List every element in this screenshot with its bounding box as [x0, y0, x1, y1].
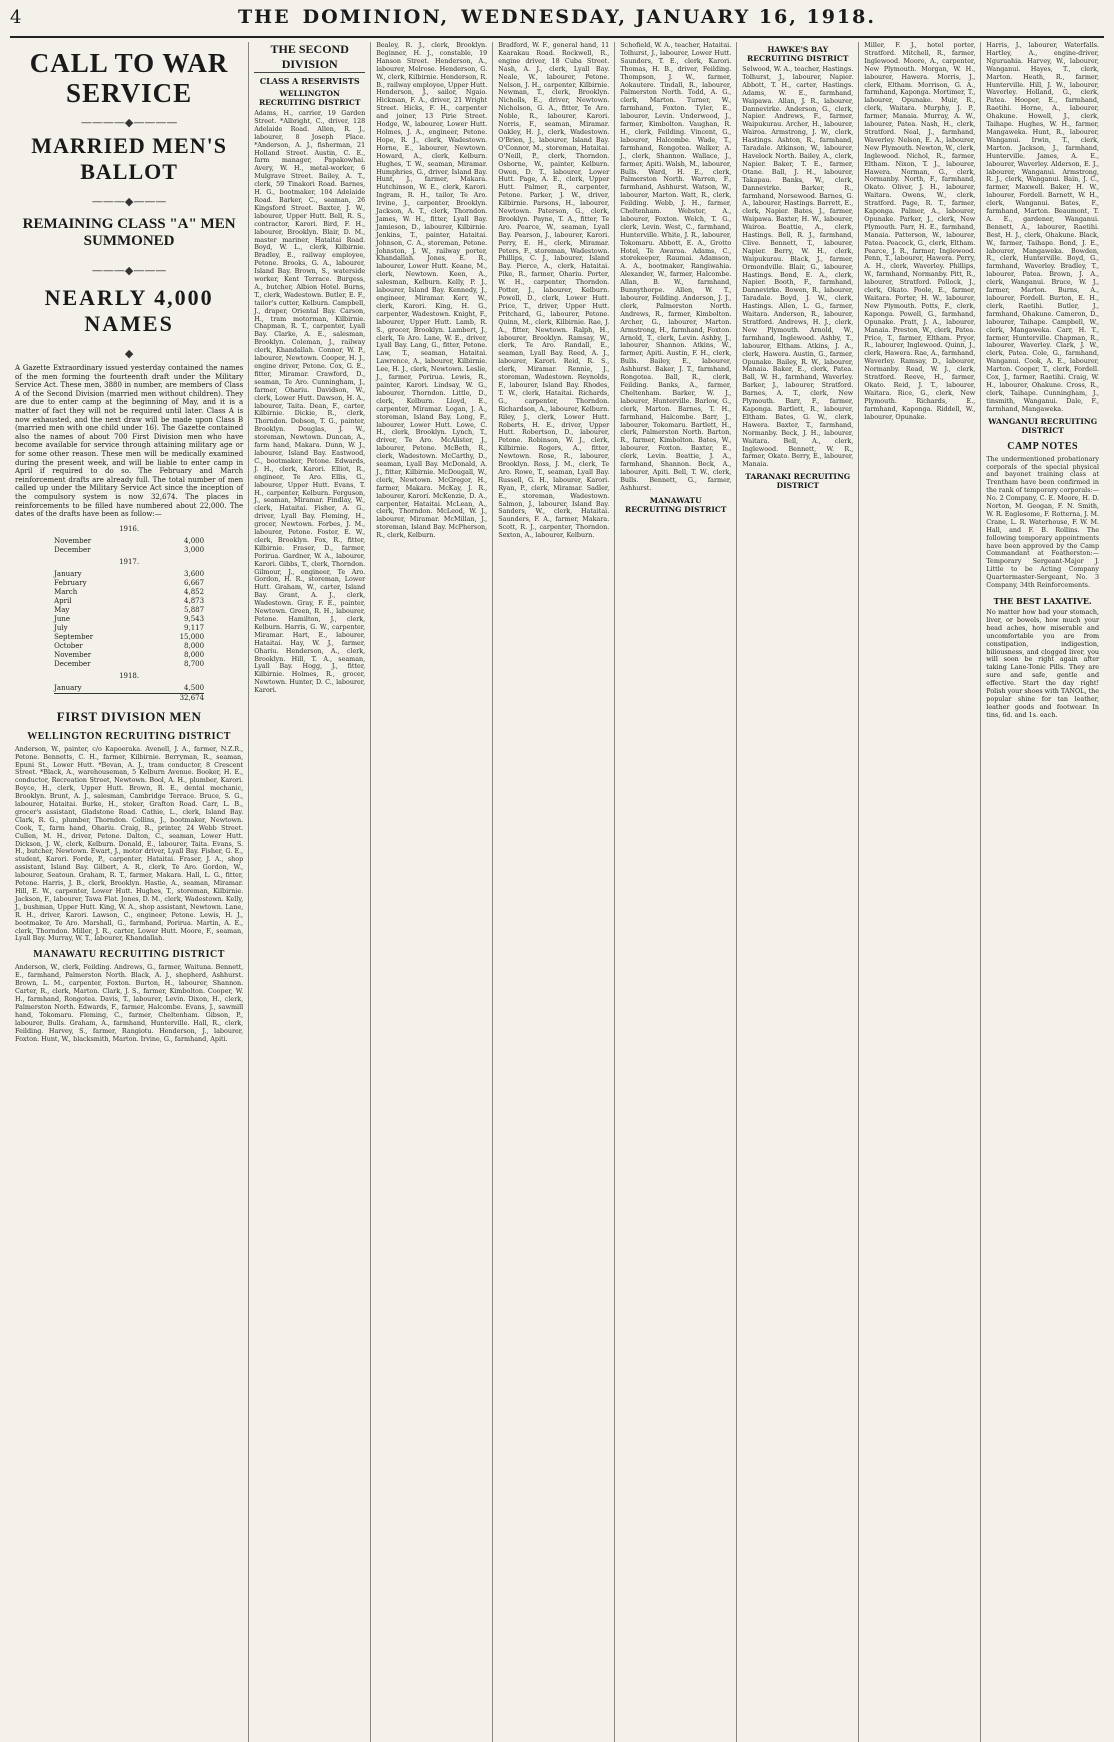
- tally-count: 6,667: [184, 578, 205, 587]
- tally-row: [54, 546, 204, 555]
- subheadline: MARRIED MEN'S BALLOT: [31, 133, 227, 184]
- tally-month: February: [54, 578, 87, 587]
- newspaper-title: THE DOMINION, WEDNESDAY, JANUARY 16, 1918.: [238, 6, 876, 28]
- name-list: Bradford, W. F., general hand, 11 Kaarakau Road. Rockwell, R., engine driver, 18 Cuba Street. Nash, A. J., clerk, Lyall Bay. Neale, W., labourer, Petone. Nelson, J. H., carpenter, Kilbirnie. Newman, T., clerk, Brooklyn. Nicholls, E., driver, Newtown. Nicholson, G. A., fitter, Te Aro. Noble, R., labourer, Karori. Norris, F., seaman, Miramar. Oakley, H. J., clerk, Wadestown. O'Brien, J., labourer, Island Bay. O'Connor, M., storeman, Hataitai. O'Neill, P., clerk, Thorndon. Osborne, W., painter, Kelburn. Owen, D. T., labourer, Lower Hutt. Page, A. E., clerk, Upper Hutt. Palmer, R., carpenter, Petone. Parker, J. W., driver, Kilbirnie. Parsons, H., labourer, Newtown. Paterson, G., clerk, Brooklyn. Payne, T. A., fitter, Te Aro. Pearce, W., seaman, Lyall Bay. Pearson, J., labourer, Karori. Perry, E. H., clerk, Miramar. Peters, F., storeman, Wadestown. Phillips, C. J., labourer, Island Bay. Pierce, A., clerk, Hataitai. Pike, R., farmer, Ohariu. Porter, W. H., carpenter, Thorndon. Potter, J., labourer, Kelburn. Powell, D., clerk, Lower Hutt. Price, T., driver, Upper Hutt. Pritchard, G., labourer, Petone. Quinn, M., clerk, Kilbirnie. Rae, J. A., fitter, Newtown. Ralph, H., labourer, Brooklyn. Ramsay, W., clerk, Te Aro. Randall, E., seaman, Lyall Bay. Reed, A. J., labourer, Karori. Reid, R. S., clerk, Miramar. Rennie, J., storeman, Wadestown. Reynolds, F., labourer, Island Bay. Rhodes, T. W., clerk, Hataitai. Richards, G., carpenter, Thorndon. Richardson, A., labourer, Kelburn. Riley, J., clerk, Lower Hutt. Roberts, H. E., driver, Upper Hutt. Robertson, D., labourer, Petone. Robinson, W. J., clerk, Kilbirnie. Rogers, A., fitter, Newtown. Rose, R., labourer, Brooklyn. Ross, J. M., clerk, Te Aro. Rowe, T., seaman, Lyall Bay. Russell, G. H., labourer, Karori. Ryan, P., clerk, Miramar. Sadler, E., storeman, Wadestown. Salmon, J., labourer, Island Bay. Sanders, W., clerk, Hataitai. Saunders, F. A., farmer, Makara. Scott, R. J., carpenter, Thorndon. Sexton, A., labourer, Kelburn.: [498, 42, 610, 540]
- draft-total: 32,674: [54, 693, 204, 703]
- tally-row: [54, 633, 204, 642]
- district-heading: MANAWATU RECRUITING DISTRICT: [625, 495, 727, 514]
- tally-month: January: [54, 569, 82, 578]
- district-heading: MANAWATU RECRUITING DISTRICT: [33, 949, 225, 961]
- advertisement: [986, 596, 1099, 720]
- column-4: [493, 42, 615, 1742]
- tally-count: 8,000: [184, 650, 205, 659]
- advert-title: THE BEST LAXATIVE.: [993, 596, 1092, 606]
- district-heading: TARANAKI RECRUITING DISTRICT: [745, 472, 851, 491]
- big-headline: NEARLY 4,000 NAMES: [44, 285, 214, 336]
- tally-row: [54, 624, 204, 633]
- tally-count: 15,000: [179, 632, 205, 641]
- tally-month: June: [54, 614, 71, 623]
- tally-row: [54, 537, 204, 546]
- tally-month: September: [54, 632, 94, 641]
- tally-count: 4,873: [184, 596, 205, 605]
- name-list: Harris, J., labourer, Waterfalls. Hartley, A., engine-driver, Nguruahia. Harvey, W., labourer, Wanganui. Hayes, T., clerk, Marton. Heath, R., farmer, Hunterville. Hill, J. W., labourer, Waverley. Holland, G., clerk, Patea. Hooper, E., farmhand, Raetihi. Horne, A., labourer, Ohakune. Howell, J., clerk, Taihape. Hughes, W. H., farmer, Mangaweka. Hunt, R., labourer, Wanganui. Irwin, T., clerk, Marton. Jackson, J., farmhand, Hunterville. James, A. E., labourer, Waverley. Alderson, E. J., labourer, Wanganui. Armstrong, R. J., clerk, Wanganui. Bain, J. C., farmer, Maxwell. Baker, H. W., labourer, Fordell. Barnett, W. H., clerk, Wanganui. Bates, F., farmhand, Marton. Beaumont, T. A. E., gardener, Wanganui. Bennett, A., labourer, Raetihi. Best, H. J., clerk, Ohakune. Black, W., farmer, Taihape. Bond, J. E., labourer, Mangaweka. Bowden, R., clerk, Hunterville. Boyd, G., farmhand, Waverley. Bradley, T., labourer, Patea. Brown, J. A., clerk, Wanganui. Bruce, W. J., farmer, Marton. Burns, A., labourer, Fordell. Burton, E. H., clerk, Raetihi. Butler, J., farmhand, Ohakune. Cameron, D., labourer, Taihape. Campbell, W., clerk, Mangaweka. Carr, H. T., farmer, Hunterville. Chapman, R., labourer, Waverley. Clark, J. W., clerk, Patea. Cole, G., farmhand, Wanganui. Cook, A. E., labourer, Marton. Cooper, T., clerk, Fordell. Cox, J., farmer, Raetihi. Craig, W. H., labourer, Ohakune. Cross, R., clerk, Taihape. Cunningham, J., tinsmith, Wanganui. Dale, F., farmhand, Mangaweka.: [986, 42, 1100, 413]
- district-heading: WANGANUI RECRUITING DISTRICT: [988, 416, 1098, 435]
- tally-count: 8,700: [184, 659, 205, 668]
- column-1: CALL TO WAR SERVICE ————◆———— MARRIED MEN'S BALLOT ———◆——— REMAINING CLASS "A" MEN SUMMONED ———◆——— NEARLY 4,000 NAMES ◆ A Gazette Extraordinary issued yesterday contained the names of the men forming the fourteenth draft under the Military Service Act. These men, 3880 in number, are members of Class A of the Second Division (married men without children). They are due to enter camp at the beginning of May, and it is a matter of fact they will not be required until later. Class A is now exhausted, and the next draw will be made upon Class B (married men with one child under 16). The Gazette contained also the names of about 700 First Division men who have become available for service through attaining military age or for some other reason. These men will be medically examined during the present week, and will be liable to enter camp in April if required to do so. The February and March reinforcement drafts are already full. The total number of men called up under the Military Service Act since the inception of the compulsory system is now 32,674. The places in reinforcements to be filled have numbered about 22,000. The dates of the drafts have been as follow:— 1916. November 4,000 December 3,000 1917. January 3,600 February 6,667 March 4,852 April 4,873 May 5,887 June 9,543 July 9,117 September 15,000 October 8,000 November 8,000 December 8,700 1918. January 4,500 32,674 FIRST DIVISION MEN WELLINGTON RECRUITING DISTRICT Anderson, W., painter, c/o Kapoeraka. Avenell, J. A., farmer, N.Z.R., Petone. Bennetts, C. H., farmer, Kilbirnie. Berryman, R., seaman, Epuni St., Lower Hutt. *Bevan, A. J., tram conductor, 8 Crescent Street. *Black, A., warehouseman, 5 Kelburn Avenue. Booker, H. E., conductor, Recreation Street, Newtown. Bool, A. H., plumber, Karori. Boyce, H., clerk, Upper Hutt. Brown, R. E., dental mechanic, Brooklyn. Brunt, A. J., salesman, Cambridge Terrace. Bruce, S. G., labourer, Hataitai. Burke, H., stoker, Grafton Road. Carr, L. B., grocer's assistant, Gladstone Road. Cathie, L., clerk, Island Bay. Clark, R. G., plumber, Thorndon. Collins, J., bootmaker, Newtown. Cook, T., farm hand, Ohariu. Craig, R., printer, 24 Webb Street. Cullen, M. H., driver, Petone. Dalton, C., seaman, Lower Hutt. Dickson, J. W., clerk, Kelburn. Donald, E., labourer, Taita. Evans, S. H., butcher, Newtown. Ewart, J., motor driver, Lyall Bay. Fisher, G. E., student, Karori. Forde, P., carpenter, Hataitai. Fraser, J. A., shop assistant, Island Bay. Gilbert, A. R., clerk, Te Aro. Gordon, W., labourer, Seatoun. Graham, R. T., farmer, Makara. Hall, L. G., fitter, Petone. Harris, J. B., clerk, Brooklyn. Hastie, A., seaman, Miramar. Hill, E. W., carpenter, Lower Hutt. Hughes, T., storeman, Kilbirnie. Jackson, F., labourer, Tawa Flat. Jones, D. M., clerk, Wadestown. Kelly, J., bushman, Upper Hutt. King, W. A., shop assistant, Newtown. Lane, R. H., driver, Karori. Lawson, C., engineer, Petone. Lewis, H. J., bootmaker, Te Aro. Marshall, G., farmhand, Porirua. Martin, A. E., clerk, Thorndon. Miller, J. R., carter, Lower Hutt. Moore, F., seaman, Lyall Bay. Murray, W. T., labourer, Khandallah. MANAWATU RECRUITING DISTRICT Anderson, W., clerk, Feilding. Andrews, G., farmer, Waituna. Bennett, E., farmhand, Palmerston North. Black, A. J., shepherd, Ashhurst. Brown, L. M., carpenter, Foxton. Burton, H., labourer, Shannon. Carter, R., clerk, Marton. Clark, J. S., farmer, Kimbolton. Cooper, W. H., farmhand, Rongotea. Davis, T., labourer, Levin. Dixon, H., clerk, Palmerston North. Edwards, F., farmer, Halcombe. Evans, J., sawmill hand, Tokomaru. Fleming, C., farmer, Cheltenham. Gibson, P., labourer, Bulls. Graham, A., farmhand, Hunterville. Hall, R., clerk, Feilding. Harvey, S., farmer, Rangiotu. Henderson, J., labourer, Foxton. Hunt, W., blacksmith, Marton. Irvine, G., farmhand, Apiti.: [10, 42, 249, 1742]
- tally-row: [54, 570, 204, 579]
- columns: [10, 42, 1104, 1742]
- tally-count: 9,117: [184, 623, 205, 632]
- tally-row: [54, 588, 204, 597]
- tally-month: November: [54, 536, 92, 545]
- tally-month: December: [54, 545, 91, 554]
- tally-row: [54, 597, 204, 606]
- district-heading: WELLINGTON RECRUITING DISTRICT: [258, 89, 361, 107]
- section-heading: FIRST DIVISION MEN: [56, 708, 202, 724]
- column-2: [249, 42, 371, 1742]
- column-3: [371, 42, 493, 1742]
- class-heading: CLASS A RESERVISTS: [259, 76, 360, 86]
- tally-count: 5,887: [184, 605, 205, 614]
- tally-month: January: [54, 683, 82, 692]
- tally-month: March: [54, 587, 78, 596]
- name-list: Schofield, W. A., teacher, Hataitai. Tolhurst, J., labourer, Lower Hutt. Saunders, T. E., clerk, Karori. Thomas, H. B., driver, Feilding. Thompson, J. W., farmer, Aokautere. Tindall, R., labourer, Palmerston North. Todd, A. G., clerk, Marton. Turner, W., farmhand, Foxton. Tyler, E., labourer, Levin. Underwood, J., farmer, Kimbolton. Vaughan, R. H., clerk, Feilding. Vincent, G., labourer, Halcombe. Wade, T., farmhand, Rongotea. Walker, A. J., clerk, Shannon. Wallace, J., farmer, Apiti. Walsh, M., labourer, Bulls. Ward, H. E., clerk, Palmerston North. Warren, F., farmhand, Ashhurst. Watson, W., labourer, Marton. Watt, R., clerk, Feilding. Webb, J. H., farmer, Cheltenham. Webster, A., labourer, Foxton. Welch, T. G., clerk, Levin. West, C., farmhand, Hunterville. White, J. R., labourer, Tokomaru. Abbott, E. A., Grotto Hotel, Te Awaroa. Adams, C., storekeeper, Raumai. Adamson, A. A., bootmaker, Rangiwahia. Alexander, W., farmer, Halcombe. Allan, B. W., farmhand, Bunnythorpe. Allen, W. T., labourer, Feilding. Anderson, J. J., clerk, Palmerston North. Andrews, R., farmer, Kimbolton. Archer, G., labourer, Marton. Armstrong, H., farmhand, Foxton. Arnold, T., clerk, Levin. Ashby, J., labourer, Shannon. Atkins, W., farmer, Apiti. Austin, F. H., clerk, Bulls. Bailey, E., labourer, Ashhurst. Baker, J. T., farmhand, Rongotea. Ball, R., clerk, Feilding. Banks, A., farmer, Cheltenham. Barker, W. J., labourer, Hunterville. Barlow, G., clerk, Marton. Barnes, T. H., farmhand, Halcombe. Barr, J., labourer, Tokomaru. Bartlett, H., clerk, Palmerston North. Barton, R., farmer, Kimbolton. Bates, W., labourer, Foxton. Baxter, E., clerk, Levin. Beattie, J. A., farmhand, Shannon. Beck, A., labourer, Apiti. Bell, T. W., clerk, Bulls. Bennett, G., farmer, Ashhurst.: [620, 42, 732, 492]
- draft-tally-table: 1916. November 4,000 December 3,000 1917. January 3,600 February 6,667 March 4,852 April 4,873 May 5,887 June 9,543 July 9,117 September 15,000 October 8,000 November 8,000 December 8,700 1918. January 4,500 32,674: [54, 524, 205, 702]
- column-8: [981, 42, 1104, 1742]
- tally-month: July: [54, 623, 68, 632]
- tally-month: November: [54, 650, 92, 659]
- camp-notes-heading: CAMP NOTES: [1007, 440, 1079, 452]
- page-number: 4: [10, 7, 22, 28]
- headline: CALL TO WAR SERVICE: [29, 48, 229, 108]
- masthead: [10, 6, 1104, 38]
- tally-count: 3,600: [184, 569, 205, 578]
- tally-month: May: [54, 605, 70, 614]
- tally-count: 9,543: [184, 614, 205, 623]
- tally-count: 3,000: [184, 545, 205, 554]
- tally-row: [54, 579, 204, 588]
- name-list: Adams, H., carrier, 19 Garden Street. *Albright, C., driver, 128 Adelaide Road. Allen, R. J., labourer, 8 Joseph Place. *Anderson, A. J., fisherman, 21 Holland Street. Austin, C. E., farm manager, Papakowhai. Avery, W. H., metal-worker, 6 Mulgrave Street. Bailey, A. T., clerk, 59 Tinakori Road. Barnes, H. G., bootmaker, 104 Adelaide Road. Barker, C., seaman, 26 Kingsford Street. Baxter, J. W., labourer, Upper Hutt. Bell, R. S., contractor, Karori. Bird, F. H., labourer, Brooklyn. Blair, D. M., master mariner, Hataitai Road. Boyd, W. L., clerk, Kilbirnie. Bradley, E., railway employee, Petone. Brooks, G. A., labourer, Island Bay. Brown, S., waterside worker, Kent Terrace. Burgess, A., butcher, Albion Hotel. Burns, T., clerk, Wadestown. Butler, E. F., tailor's cutter, Kelburn. Campbell, J., draper, Oriental Bay. Carson, H., tram motorman, Kilbirnie. Chapman, R. T., carpenter, Lyall Bay. Clarke, A. E., salesman, Brooklyn. Coleman, J., railway clerk, Khandallah. Connor, W. P., labourer, Newtown. Cooper, H. J., engine driver, Petone. Cox, G. E., fitter, Miramar. Crawford, D., seaman, Te Aro. Cunningham, J., farmer, Ohariu. Davidson, W., clerk, Lower Hutt. Dawson, H. A., labourer, Taita. Dean, F., carter, Kilbirnie. Dickie, R., clerk, Thorndon. Dobson, T. G., painter, Brooklyn. Douglas, J. W., storeman, Newtown. Duncan, A., farm hand, Makara. Dunn, W. J., labourer, Island Bay. Eastwood, C., bootmaker, Petone. Edwards, J. H., clerk, Karori. Elliot, R., engineer, Te Aro. Ellis, G., labourer, Upper Hutt. Evans, T. H., carpenter, Kelburn. Ferguson, J., seaman, Miramar. Findlay, W., clerk, Hataitai. Fisher, A. G., driver, Lyall Bay. Fleming, H., grocer, Newtown. Forbes, J. M., labourer, Petone. Foster, E. W., clerk, Brooklyn. Fox, R., fitter, Kilbirnie. Fraser, D., farmer, Porirua. Gardner, W. A., labourer, Karori. Gibbs, T., clerk, Thorndon. Gilmour, J., engineer, Te Aro. Gordon, H. R., storeman, Lower Hutt. Graham, W., carter, Island Bay. Grant, A. J., clerk, Wadestown. Gray, F. E., painter, Newtown. Green, R. H., labourer, Petone. Hamilton, J., clerk, Kelburn. Harris, G. W., carpenter, Miramar. Hart, E., labourer, Hataitai. Hay, W. J., farmer, Ohariu. Henderson, A., clerk, Brooklyn. Hill, T. A., seaman, Lyall Bay. Hogg, J., fitter, Kilbirnie. Holmes, R., grocer, Newtown. Hunter, D. C., labourer, Karori.: [254, 109, 366, 695]
- name-list: Anderson, W., clerk, Feilding. Andrews, G., farmer, Waituna. Bennett, E., farmhand, Palmerston North. Black, A. J., shepherd, Ashhurst. Brown, L. M., carpenter, Foxton. Burton, H., labourer, Shannon. Carter, R., clerk, Marton. Clark, J. S., farmer, Kimbolton. Cooper, W. H., farmhand, Rongotea. Davis, T., labourer, Levin. Dixon, H., clerk, Palmerston North. Edwards, F., farmer, Halcombe. Evans, J., sawmill hand, Tokomaru. Fleming, C., farmer, Cheltenham. Gibson, P., labourer, Bulls. Graham, A., farmhand, Hunterville. Hall, R., clerk, Feilding. Harvey, S., farmer, Rangiotu. Henderson, J., labourer, Foxton. Hunt, W., blacksmith, Marton. Irvine, G., farmhand, Apiti.: [15, 963, 244, 1043]
- tally-count: 4,000: [184, 536, 205, 545]
- tally-count: 8,000: [184, 641, 205, 650]
- tally-count: 4,500: [184, 683, 205, 692]
- name-list: Miller, F. J., hotel porter, Stratford. Mitchell, R., farmer, Inglewood. Moore, A., carpenter, New Plymouth. Morgan, W. H., labourer, Hawera. Morris, J., clerk, Eltham. Morrison, G. A., farmhand, Kaponga. Mortimer, T., labourer, Opunake. Muir, R., clerk, Waitara. Murphy, J. P., farmer, Manaia. Murray, A. W., labourer, Patea. Nash, H., clerk, Stratford. Neal, J., farmhand, Waverley. Nelson, E. A., labourer, New Plymouth. Newton, W., clerk, Inglewood. Nichol, R., farmer, Eltham. Nixon, T. J., labourer, Hawera. Norman, G., clerk, Normanby. North, F., farmhand, Okato. Oliver, J. H., labourer, Waitara. Owens, W., clerk, Stratford. Page, R. T., farmer, Kaponga. Palmer, A., labourer, Opunake. Parker, J., clerk, New Plymouth. Parr, H. E., farmhand, Manaia. Patterson, W., labourer, Patea. Peacock, G., clerk, Eltham. Pearce, J. R., farmer, Inglewood. Penn, T., labourer, Hawera. Perry, A. H., clerk, Waverley. Phillips, W., farmhand, Normanby. Pitt, R., labourer, Stratford. Pollock, J., clerk, Okato. Poole, E., farmer, Waitara. Porter, H. W., labourer, New Plymouth. Potts, F., clerk, Kaponga. Powell, G., farmhand, Opunake. Pratt, J. A., labourer, Manaia. Preston, W., clerk, Patea. Price, T., farmer, Eltham. Pryor, R., labourer, Inglewood. Quinn, J., clerk, Hawera. Rae, A., farmhand, Waverley. Ramsay, D., labourer, Normanby. Read, W. J., clerk, Stratford. Reeve, H., farmer, Okato. Reid, J. T., labourer, Waitara. Rice, G., clerk, New Plymouth. Richards, E., farmhand, Kaponga. Riddell, W., labourer, Opunake.: [864, 42, 976, 421]
- column-6: [737, 42, 859, 1742]
- tally-row: [54, 642, 204, 651]
- camp-notes-body: The undermentioned probationary corporals of the special physical and bayonet training class at Trentham have been confirmed in the rank of temporary corporals:—No. 2 Company, C. E. Moore, H. D. Norton, M. Geogan, F. N. Smith, W. R. Eaglesome, F. Rotterna, J. M. Crane, L. R. Waterhouse, F. W. M. Hall, and F. B. Rollins. The following temporary appointments have been approved by the Camp Commandant at Featherston:—Temporary Sergeant-Major J. Little to be Acting Company Quartermaster-Sergeant, No. 3 Company, 34th Reinforcements.: [986, 454, 1100, 590]
- tally-month: October: [54, 641, 83, 650]
- name-list: Bealey, R. J., clerk, Brooklyn. Beginner, H. J., constable, 19 Hanson Street. Henderson, A., labourer, Melrose. Henderson, G. W., clerk, Kilbirnie. Henderson, R. B., railway employee, Upper Hutt. Henderson, J., sailor, Ngaio. Hickman, F. A., driver, 21 Wright Street. Hicks, F. H., carpenter and joiner, 13 Pirie Street. Hodge, W., labourer, Lower Hutt. Holmes, J. A., engineer, Petone. Hope, R. J., clerk, Wadestown. Horne, E., labourer, Newtown. Howard, A., clerk, Kelburn. Hughes, T. W., seaman, Miramar. Humphries, G., driver, Island Bay. Hunt, J., farmer, Makara. Hutchinson, W. E., clerk, Karori. Ingram, R. H., tailor, Te Aro. Irvine, J., carpenter, Brooklyn. Jackson, A. T., clerk, Thorndon. James, W. H., fitter, Lyall Bay. Jamieson, D., labourer, Kilbirnie. Jenkins, T., painter, Hataitai. Johnson, C. A., storeman, Petone. Johnston, J. W., railway porter, Khandallah. Jones, E. R., labourer, Lower Hutt. Keane, M., clerk, Newtown. Keen, A., salesman, Kelburn. Kelly, P. J., labourer, Island Bay. Kennedy, J., engineer, Miramar. Kerr, W., clerk, Karori. King, H. G., carpenter, Wadestown. Knight, F., labourer, Upper Hutt. Lamb, R. S., grocer, Brooklyn. Lambert, J., clerk, Te Aro. Lane, W. E., driver, Lyall Bay. Lang, G., fitter, Petone. Law, T., seaman, Hataitai. Lawrence, A., labourer, Kilbirnie. Lee, H. J., clerk, Newtown. Leslie, J., farmer, Porirua. Lewis, R., painter, Karori. Lindsay, W. G., labourer, Thorndon. Little, D., clerk, Kelburn. Lloyd, E., carpenter, Miramar. Logan, J. A., storeman, Island Bay. Long, F., labourer, Lower Hutt. Lowe, C. H., clerk, Brooklyn. Lynch, T., driver, Te Aro. McAlister, J., labourer, Petone. McBeth, R., clerk, Wadestown. McCarthy, D., seaman, Lyall Bay. McDonald, A. J., fitter, Kilbirnie. McDougall, W., clerk, Newtown. McGregor, H., farmer, Makara. McKay, J. R., labourer, Karori. McKenzie, D. A., carpenter, Hataitai. McLean, A., clerk, Thorndon. McLeod, W. J., labourer, Miramar. McMillan, J., storeman, Island Bay. McPherson, R., clerk, Kelburn.: [376, 42, 488, 540]
- subheadline-2: REMAINING CLASS "A" MEN SUMMONED: [22, 216, 236, 249]
- tally-row: [54, 615, 204, 624]
- tally-month: December: [54, 659, 91, 668]
- column-7: [859, 42, 981, 1742]
- tally-row: [54, 651, 204, 660]
- tally-row: [54, 684, 204, 693]
- intro-paragraph: A Gazette Extraordinary issued yesterday contained the names of the men forming the fourteenth draft under the Military Service Act. These men, 3880 in number, are members of Class A of the Second Division (married men without children). They are due to enter camp at the beginning of May, and it is a matter of fact they will not be required until later. Class A is now exhausted, and the next draw will be made upon Class B (married men with one child under 16). The Gazette contained also the names of about 700 First Division men who have become available for service through attaining military age or for some other reason. These men will be medically examined during the present week, and will be liable to enter camp in April if required to do so. The February and March reinforcement drafts are already full. The total number of men called up under the Military Service Act since the inception of the compulsory system is now 32,674. The places in reinforcements to be filled have numbered about 22,000. The dates of the drafts have been as follow:—: [15, 364, 244, 519]
- tally-month: April: [54, 596, 72, 605]
- division-heading: THE SECOND DIVISION: [254, 42, 365, 73]
- column-5: [615, 42, 737, 1742]
- name-list: Selwood, W. A., teacher, Hastings. Tolhurst, J., labourer, Napier. Abbott, T. H., carter, Hastings. Adams, W. E., farmhand, Waipawa. Allan, J. R., labourer, Dannevirke. Anderson, G., clerk, Napier. Andrews, F., farmer, Waipukurau. Archer, H., labourer, Wairoa. Armstrong, J. W., clerk, Hastings. Ashton, R., farmhand, Taradale. Atkinson, W., labourer, Havelock North. Bailey, A., clerk, Napier. Baker, T. E., farmer, Otane. Ball, J. H., labourer, Takapau. Banks, W., clerk, Dannevirke. Barker, R., farmhand, Norsewood. Barnes, G. A., labourer, Hastings. Barrett, E., clerk, Napier. Bates, J., farmer, Waipawa. Baxter, H. W., labourer, Wairoa. Beattie, A., clerk, Hastings. Bell, R. J., farmhand, Clive. Bennett, T., labourer, Napier. Berry, W. H., clerk, Waipukurau. Black, J., farmer, Ormondville. Blair, G., labourer, Hastings. Bond, E. A., clerk, Napier. Booth, F., farmhand, Dannevirke. Bowen, R., labourer, Taradale. Boyd, J. W., clerk, Hastings. Allen, L. G., farmer, Waitara. Anderson, R., labourer, Stratford. Andrews, H. J., clerk, New Plymouth. Arnold, W., farmhand, Inglewood. Ashby, T., labourer, Eltham. Atkins, J. A., clerk, Hawera. Austin, G., farmer, Opunake. Bailey, R. W., labourer, Manaia. Baker, E., clerk, Patea. Ball, W. H., farmhand, Waverley. Barker, J., labourer, Stratford. Barnes, A. T., clerk, New Plymouth. Barr, F., farmer, Kaponga. Bartlett, R., labourer, Eltham. Bates, G. W., clerk, Hawera. Baxter, T., farmhand, Normanby. Beck, J. H., labourer, Waitara. Bell, A., clerk, Inglewood. Bennett, W. R., farmer, Okato. Berry, E., labourer, Manaia.: [742, 65, 854, 469]
- tally-row: [54, 660, 204, 669]
- tally-row: [54, 606, 204, 615]
- district-heading: WELLINGTON RECRUITING DISTRICT: [27, 730, 231, 742]
- advert-body: No matter how bad your stomach, liver, or bowels, how much your head aches, how miserable and uncomfortable you are from constipation, indigestion, biliousness, and clogged liver, you will soon be right again after taking Lane-Tonic Pills. They are sure and safe, gentle and effective. Start the day right! Polish your shoes with TANOL, the popular shine for tan leather, leather goods and footwear. In tins, 6d. and 1s. each.: [986, 608, 1100, 719]
- name-list: Anderson, W., painter, c/o Kapoeraka. Avenell, J. A., farmer, N.Z.R., Petone. Bennetts, C. H., farmer, Kilbirnie. Berryman, R., seaman, Epuni St., Lower Hutt. *Bevan, A. J., tram conductor, 8 Crescent Street. *Black, A., warehouseman, 5 Kelburn Avenue. Booker, H. E., conductor, Recreation Street, Newtown. Bool, A. H., plumber, Karori. Boyce, H., clerk, Upper Hutt. Brown, R. E., dental mechanic, Brooklyn. Brunt, A. J., salesman, Cambridge Terrace. Bruce, S. G., labourer, Hataitai. Burke, H., stoker, Grafton Road. Carr, L. B., grocer's assistant, Gladstone Road. Cathie, L., clerk, Island Bay. Clark, R. G., plumber, Thorndon. Collins, J., bootmaker, Newtown. Cook, T., farm hand, Ohariu. Craig, R., printer, 24 Webb Street. Cullen, M. H., driver, Petone. Dalton, C., seaman, Lower Hutt. Dickson, J. W., clerk, Kelburn. Donald, E., labourer, Taita. Evans, S. H., butcher, Newtown. Ewart, J., motor driver, Lyall Bay. Fisher, G. E., student, Karori. Forde, P., carpenter, Hataitai. Fraser, J. A., shop assistant, Island Bay. Gilbert, A. R., clerk, Te Aro. Gordon, W., labourer, Seatoun. Graham, R. T., farmer, Makara. Hall, L. G., fitter, Petone. Harris, J. B., clerk, Brooklyn. Hastie, A., seaman, Miramar. Hill, E. W., carpenter, Lower Hutt. Hughes, T., storeman, Kilbirnie. Jackson, F., labourer, Tawa Flat. Jones, D. M., clerk, Wadestown. Kelly, J., bushman, Upper Hutt. King, W. A., shop assistant, Newtown. Lane, R. H., driver, Karori. Lawson, C., engineer, Petone. Lewis, H. J., bootmaker, Te Aro. Marshall, G., farmhand, Porirua. Martin, A. E., clerk, Thorndon. Miller, J. R., carter, Lower Hutt. Moore, F., seaman, Lyall Bay. Murray, W. T., labourer, Khandallah.: [15, 744, 244, 943]
- ornament-rule: ————◆————: [80, 116, 178, 129]
- district-heading: HAWKE'S BAY RECRUITING DISTRICT: [747, 45, 849, 63]
- tally-count: 4,852: [184, 587, 205, 596]
